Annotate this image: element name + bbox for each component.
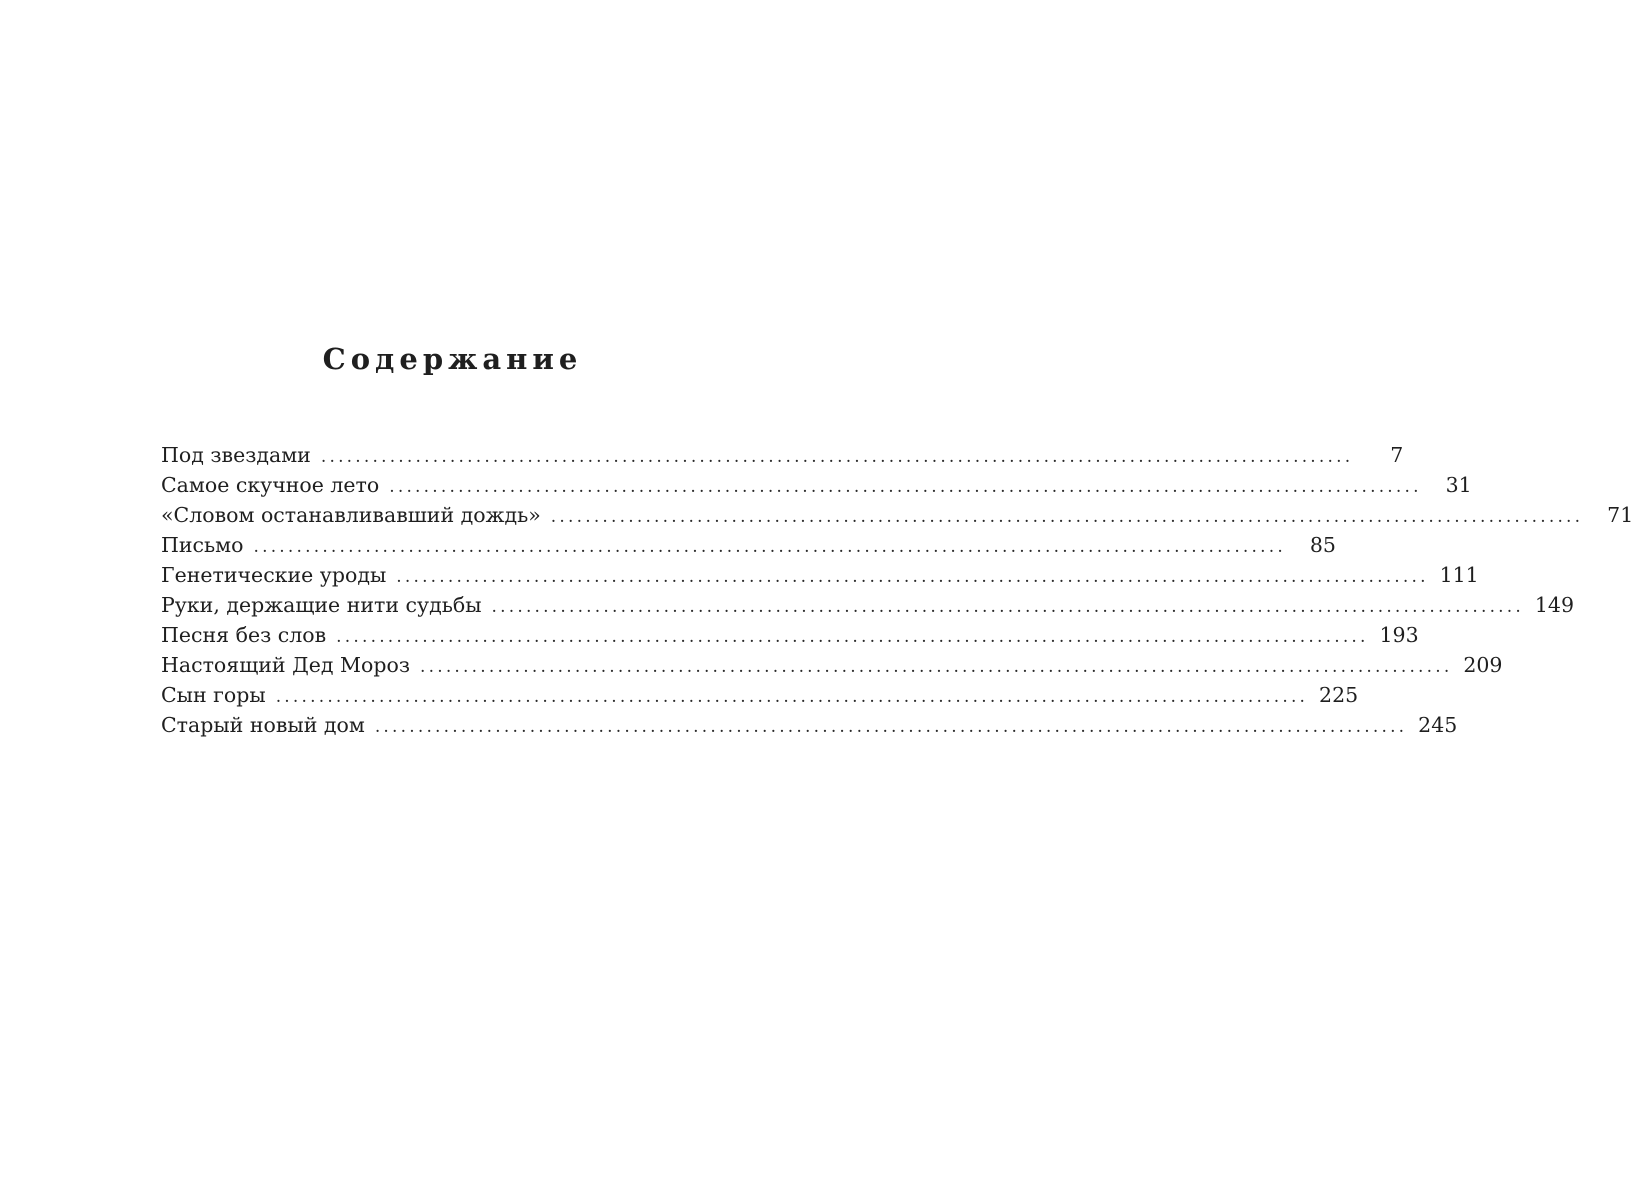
toc-entry-title: Письмо [161, 533, 244, 557]
toc-leader-dots: ........................................................................................................................ [253, 537, 1286, 557]
toc-entry [161, 680, 1359, 710]
toc-entry-page: 31 [1445, 473, 1472, 497]
toc-entry [161, 710, 1458, 740]
toc-entry-page: 149 [1534, 593, 1574, 617]
toc-leader-dots: ........................................................................................................................ [389, 477, 1422, 497]
toc-entry-page: 111 [1439, 563, 1479, 587]
toc-entry-title: Самое скучное лето [161, 473, 380, 497]
toc-entry [161, 530, 1336, 560]
toc-entry-title: Под звездами [161, 443, 311, 467]
toc-leader-dots: ........................................................................................................................ [374, 717, 1408, 737]
toc-entry-title: Старый новый дом [161, 713, 365, 737]
toc-entry [161, 650, 1503, 680]
toc-entry [161, 470, 1472, 500]
toc-entry-page: 209 [1463, 653, 1503, 677]
toc-leader-dots: ........................................................................................................................ [320, 447, 1354, 467]
toc-leader-dots: ........................................................................................................................ [275, 687, 1309, 707]
toc-leader-dots: ........................................................................................................................ [396, 567, 1429, 587]
toc-entry-title: Генетические уроды [161, 563, 387, 587]
toc-entry-title: «Словом останавливавший дождь» [161, 503, 541, 527]
toc-entry-page: 193 [1379, 623, 1419, 647]
toc-entry-title: Песня без слов [161, 623, 327, 647]
toc-entry [161, 440, 1404, 470]
toc-leader-dots: ........................................................................................................................ [491, 597, 1524, 617]
toc-entry [161, 620, 1419, 650]
toc-entry [161, 560, 1479, 590]
toc-entry-title: Настоящий Дед Мороз [161, 653, 411, 677]
toc-leader-dots: ........................................................................................................................ [420, 657, 1453, 677]
toc-entry [161, 500, 1633, 530]
toc-leader-dots: ........................................................................................................................ [550, 507, 1584, 527]
toc-entry-title: Сын горы [161, 683, 266, 707]
toc-entry-page: 245 [1418, 713, 1458, 737]
toc-leader-dots: ........................................................................................................................ [336, 627, 1369, 647]
toc-entry-title: Руки, держащие нити судьбы [161, 593, 482, 617]
toc-entry-page: 7 [1390, 443, 1404, 467]
toc-entry-page: 225 [1319, 683, 1359, 707]
toc-entry-page: 71 [1607, 503, 1633, 527]
table-of-contents [161, 440, 1633, 740]
toc-entry-page: 85 [1309, 533, 1336, 557]
page-title: Содержание [322, 342, 583, 376]
toc-entry [161, 590, 1574, 620]
